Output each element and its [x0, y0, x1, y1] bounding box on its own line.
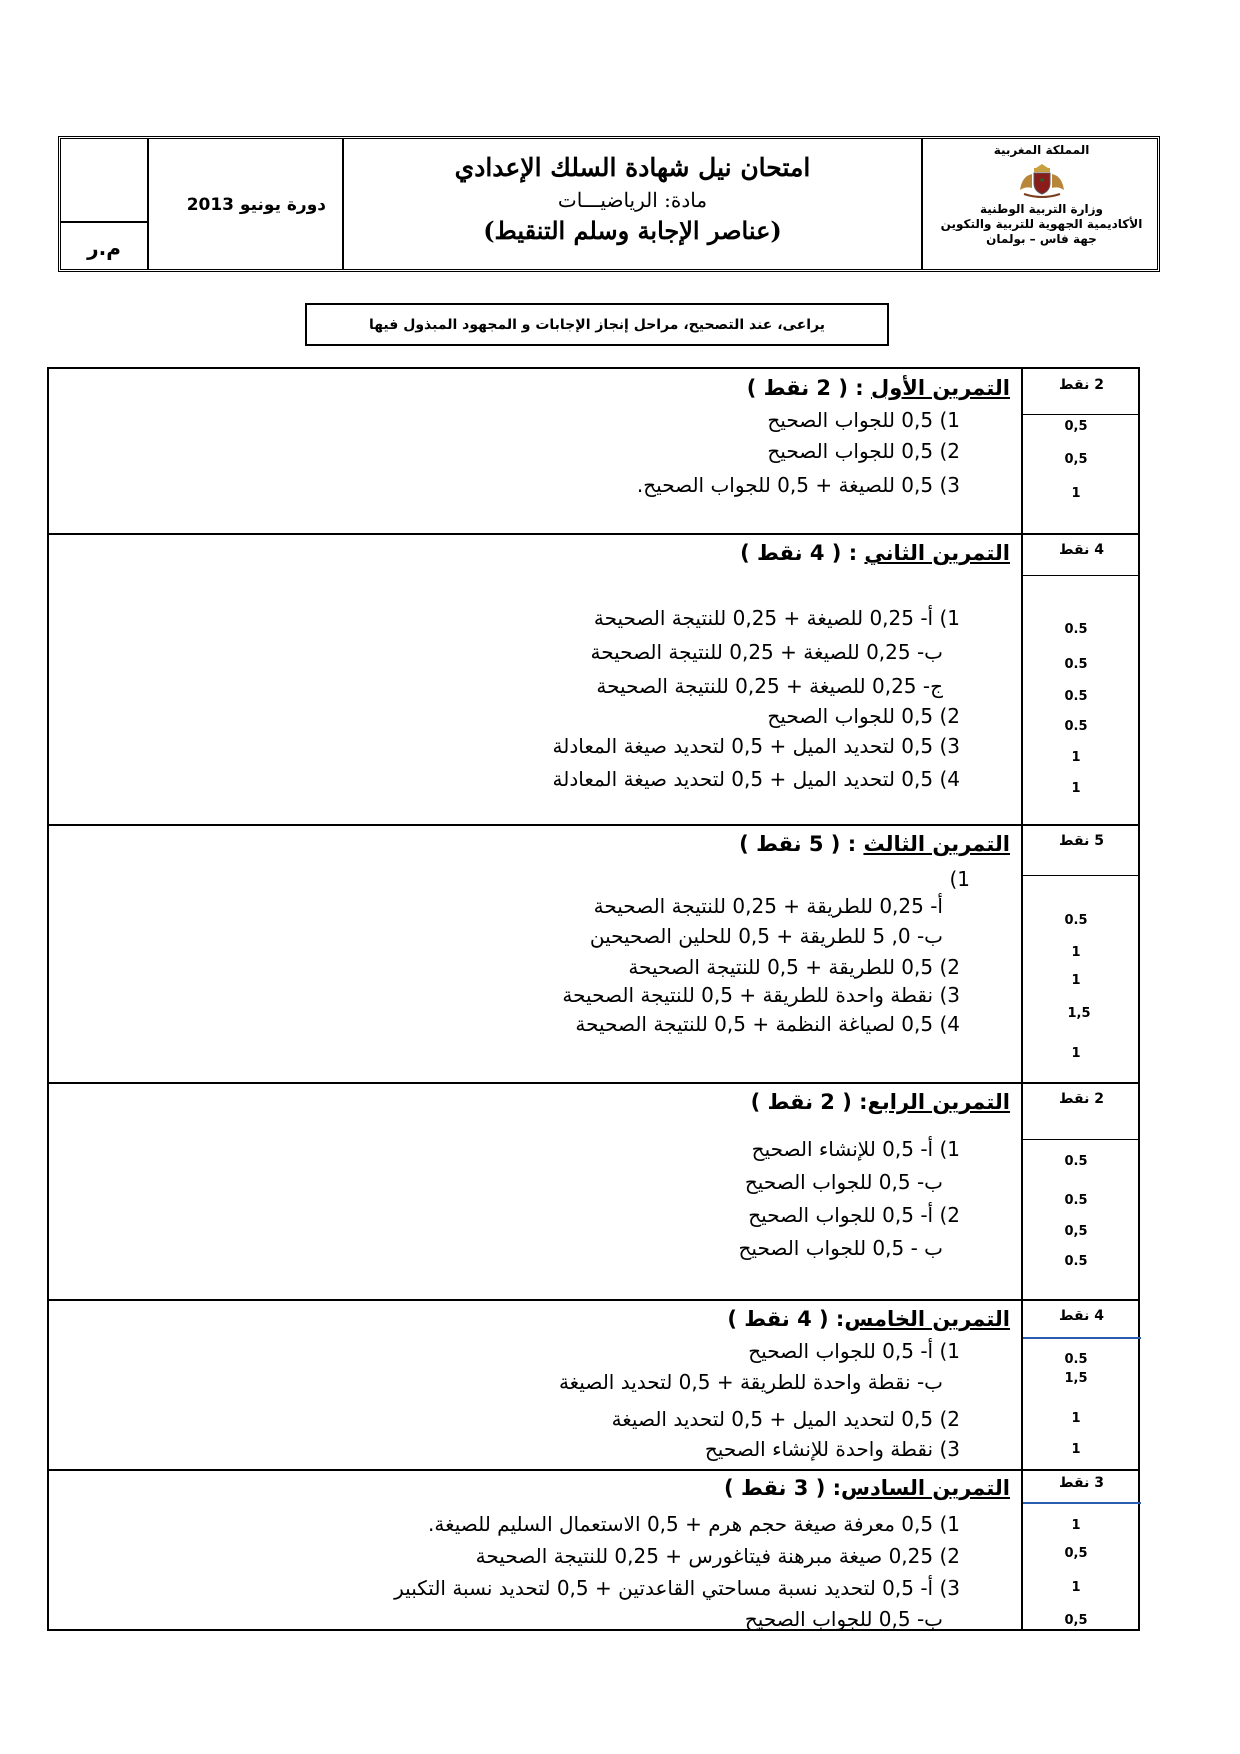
- exercise-6-line: 1) 0,5 معرفة صيغة حجم هرم + 0,5 الاستعمال السليم للصيغة.: [427, 1512, 960, 1536]
- exercise-6-total: 3 نقط: [1059, 1475, 1104, 1491]
- exercise-1-score: 0,5: [1064, 419, 1088, 434]
- exercise-2-line: ج- 0,25 للصيغة + 0,25 للنتيجة الصحيحة: [596, 674, 943, 698]
- grading-note: يراعى، عند التصحيح، مراحل إنجاز الإجابات و المجهود المبذول فيها: [305, 303, 889, 346]
- grading-table: [47, 367, 1140, 1631]
- exercise-6-line: 3) أ- 0,5 لتحديد نسبة مساحتي القاعدتين + 0,5 لتحديد نسبة التكبير: [394, 1576, 960, 1600]
- exercise-2-title: [740, 541, 1010, 565]
- region-label: جهة فاس – بولمان: [986, 232, 1097, 246]
- exercise-1-score: 0,5: [1064, 452, 1088, 467]
- exercise-6-title-label: التمرين السادس: [841, 1476, 1010, 1500]
- exercise-4-score: 0.5: [1064, 1254, 1088, 1269]
- session-cell: [149, 139, 342, 269]
- exercise-1-line: 1) 0,5 للجواب الصحيح: [767, 408, 960, 432]
- exercise-4-score: 0.5: [1064, 1154, 1088, 1169]
- exercise-1-score: 1: [1071, 486, 1081, 501]
- exercise-5-line: 1) أ- 0,5 للجواب الصحيح: [748, 1339, 960, 1363]
- exam-header-table: [58, 136, 1160, 272]
- exercise-6-score: 0,5: [1064, 1546, 1088, 1561]
- exercise-4-title-label: التمرين الرابع: [867, 1090, 1010, 1114]
- ministry-label: وزارة التربية الوطنية: [979, 202, 1103, 216]
- exercise-1-total: 2 نقط: [1059, 377, 1104, 393]
- exercise-3-total: 5 نقط: [1059, 833, 1104, 849]
- exercise-6-score: 0,5: [1064, 1613, 1088, 1628]
- title-cell: [344, 139, 921, 269]
- exercise-6-title-points: : ( 3 نقط ): [724, 1476, 842, 1500]
- doc-type-label: (عناصر الإجابة وسلم التنقيط): [483, 216, 782, 245]
- exercise-2-score: 1: [1071, 781, 1081, 796]
- exercise-4-score: 0,5: [1064, 1224, 1088, 1239]
- exercise-2-score: 0.5: [1064, 622, 1088, 637]
- exercise-3-score: 1: [1071, 945, 1081, 960]
- exercise-3-score: 1: [1071, 973, 1081, 988]
- exercise-4-line: 1) أ- 0,5 للإنشاء الصحيح: [751, 1137, 960, 1161]
- exercise-3-score: 0.5: [1064, 913, 1088, 928]
- exercise-3-line: 1): [949, 867, 970, 891]
- subject-label: مادة: الرياضيـــات: [557, 188, 708, 212]
- exercise-6-score: 1: [1071, 1580, 1081, 1595]
- exercise-6-line: 2) 0,25 صيغة مبرهنة فيتاغورس + 0,25 للنتيجة الصحيحة: [475, 1544, 960, 1568]
- exercise-4-title: [751, 1090, 1010, 1114]
- exercise-5-score: 1: [1071, 1442, 1081, 1457]
- exercise-3-line: 3) نقطة واحدة للطريقة + 0,5 للنتيجة الصحيحة: [562, 983, 960, 1007]
- exercise-1-title: [747, 376, 1010, 400]
- exercise-2-line: 4) 0,5 لتحديد الميل + 0,5 لتحديد صيغة المعادلة: [552, 767, 960, 791]
- exercise-3-line: 2) 0,5 للطريقة + 0,5 للنتيجة الصحيحة: [628, 955, 960, 979]
- exercise-3-score: 1,5: [1067, 1006, 1091, 1021]
- exercise-5-score: 1: [1071, 1411, 1081, 1426]
- session-label: دورة يونيو 2013: [186, 195, 326, 215]
- exercise-5-line: ب- نقطة واحدة للطريقة + 0,5 لتحديد الصيغة: [558, 1370, 943, 1394]
- exercise-5-total: 4 نقط: [1059, 1308, 1104, 1324]
- exercise-5-score: 0.5: [1064, 1352, 1088, 1367]
- exercise-1-line: 2) 0,5 للجواب الصحيح: [767, 439, 960, 463]
- exercise-1-title-label: التمرين الأول: [870, 376, 1010, 400]
- exercise-1-line: 3) 0,5 للصيغة + 0,5 للجواب الصحيح.: [636, 473, 960, 497]
- exercise-6-line: ب- 0,5 للجواب الصحيح: [744, 1607, 943, 1631]
- exercise-4-score: 0.5: [1064, 1193, 1088, 1208]
- academy-label: الأكاديمية الجهوية للتربية والتكوين: [940, 217, 1143, 231]
- exercise-3-score: 1: [1071, 1046, 1081, 1061]
- exercise-5-title: [727, 1307, 1010, 1331]
- exercise-2-title-points: : ( 4 نقط ): [740, 541, 865, 565]
- exercise-6-title: [724, 1476, 1010, 1500]
- exercise-4-total: 2 نقط: [1059, 1091, 1104, 1107]
- exercise-3-line: أ- 0,25 للطريقة + 0,25 للنتيجة الصحيحة: [593, 894, 943, 918]
- exercise-5-line: 2) 0,5 لتحديد الميل + 0,5 لتحديد الصيغة: [611, 1407, 960, 1431]
- exercise-3-title-label: التمرين الثالث: [863, 832, 1010, 856]
- exercise-4-line: ب- 0,5 للجواب الصحيح: [744, 1170, 943, 1194]
- exercise-2-line: 3) 0,5 لتحديد الميل + 0,5 لتحديد صيغة المعادلة: [552, 734, 960, 758]
- exercise-5-line: 3) نقطة واحدة للإنشاء الصحيح: [704, 1437, 960, 1461]
- exercise-4-line: 2) أ- 0,5 للجواب الصحيح: [748, 1203, 960, 1227]
- kingdom-label: المملكة المغربية: [993, 143, 1090, 157]
- exercise-3-line: 4) 0,5 لصياغة النظمة + 0,5 للنتيجة الصحيحة: [575, 1012, 960, 1036]
- exercise-4-title-points: : ( 2 نقط ): [750, 1090, 868, 1114]
- exam-code: م.ر: [87, 236, 121, 260]
- exercise-3-line: ب- 0, 5 للطريقة + 0,5 للحلين الصحيحين: [589, 924, 943, 948]
- exercise-2-title-label: التمرين الثاني: [864, 541, 1010, 565]
- exercise-4-line: ب - 0,5 للجواب الصحيح: [738, 1236, 943, 1260]
- exercise-2-score: 0.5: [1064, 719, 1088, 734]
- exercise-2-score: 0.5: [1064, 689, 1088, 704]
- exercise-5-title-label: التمرين الخامس: [844, 1307, 1010, 1331]
- exercise-3-title-points: : ( 5 نقط ): [739, 832, 864, 856]
- coat-of-arms-icon: [1012, 160, 1072, 200]
- exercise-5-title-points: : ( 4 نقط ): [727, 1307, 845, 1331]
- exercise-2-score: 1: [1071, 750, 1081, 765]
- exercise-2-line: ب- 0,25 للصيغة + 0,25 للنتيجة الصحيحة: [590, 640, 943, 664]
- exercise-3-title: [739, 832, 1010, 856]
- exam-title: امتحان نيل شهادة السلك الإعدادي: [454, 153, 811, 182]
- institution-cell: [923, 139, 1160, 269]
- exercise-5-score: 1,5: [1064, 1371, 1088, 1386]
- exercise-6-score: 1: [1071, 1518, 1081, 1533]
- exercise-2-line: 1) أ- 0,25 للصيغة + 0,25 للنتيجة الصحيحة: [593, 606, 960, 630]
- code-cell: [61, 139, 147, 269]
- exercise-2-line: 2) 0,5 للجواب الصحيح: [767, 704, 960, 728]
- exercise-2-score: 0.5: [1064, 657, 1088, 672]
- exercise-2-total: 4 نقط: [1059, 542, 1104, 558]
- exercise-1-title-points: : ( 2 نقط ): [746, 376, 871, 400]
